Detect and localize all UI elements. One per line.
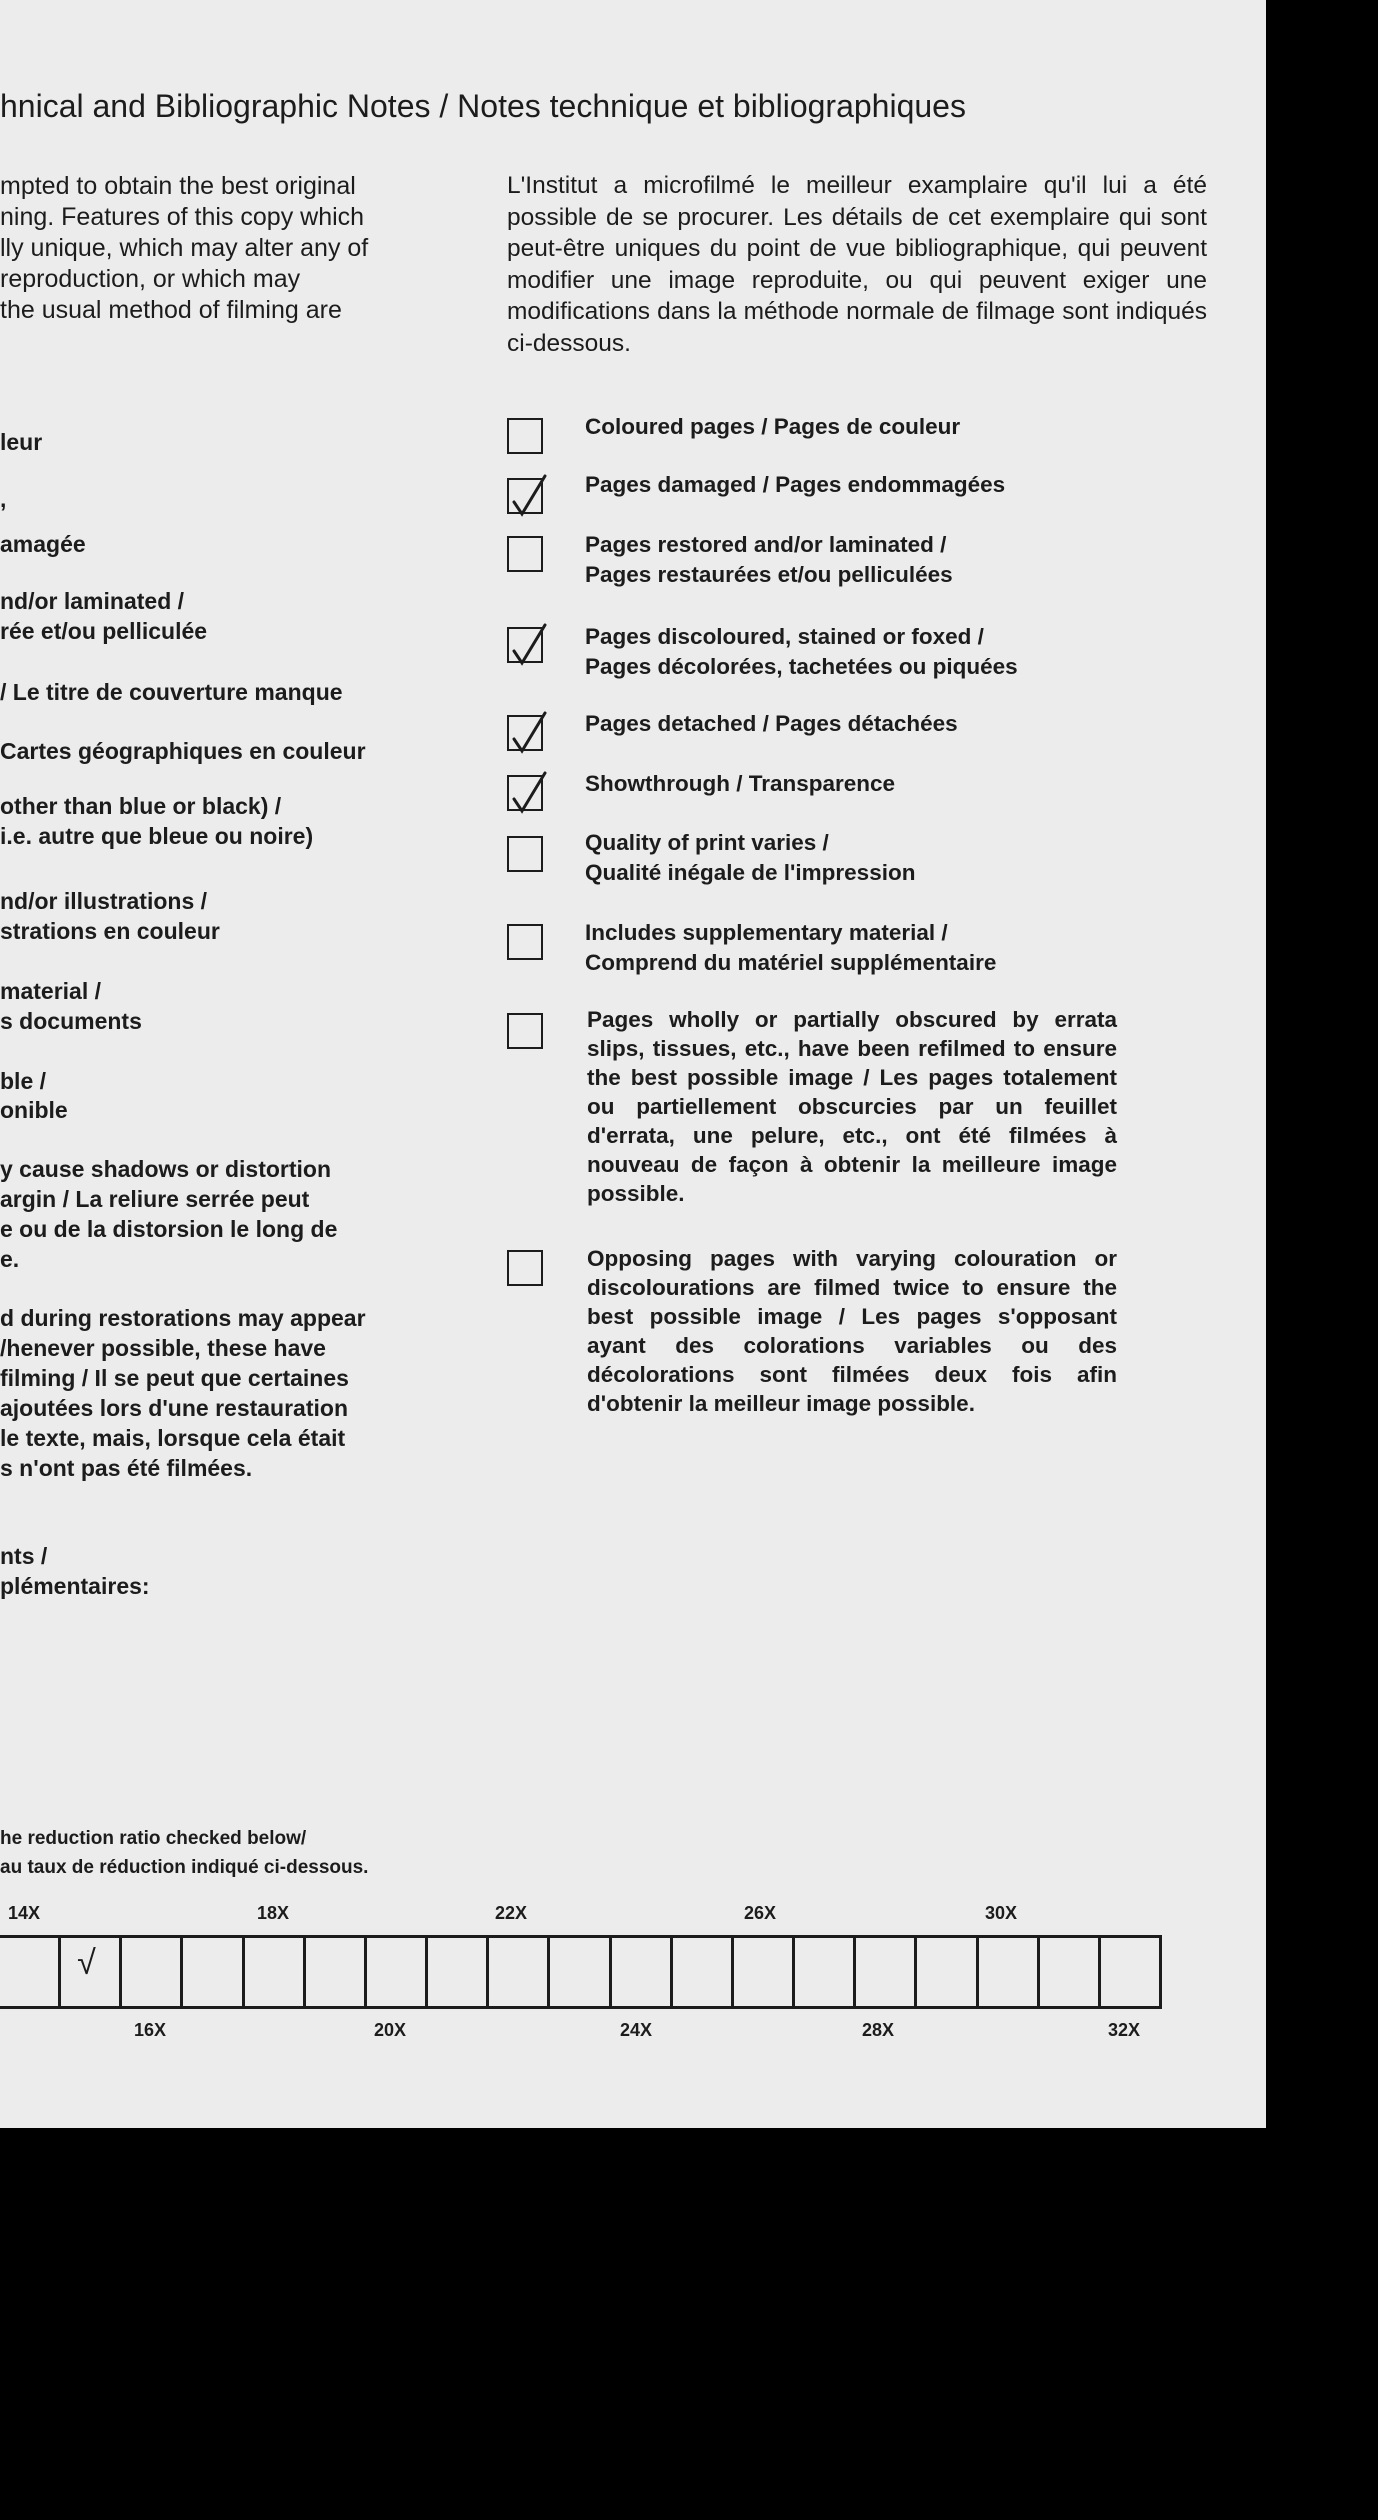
scale-cell[interactable] [853,1938,914,2006]
left-intro-line: reproduction, or which may [0,265,301,293]
scale-cell[interactable] [180,1938,241,2006]
checklist-item-line1: Showthrough / Transparence [585,771,896,796]
checked-checkbox[interactable] [507,775,543,811]
left-intro-line: mpted to obtain the best original [0,172,356,200]
scale-label-top: 30X [985,1903,1018,1923]
scale-cell[interactable] [609,1938,670,2006]
checklist-item [585,622,1018,682]
checklist-paragraph-text: Opposing pages with varying colouration or discolourations are filmed twice to ensure the best possible image / Les pages s'opposant ayant des colorations variables ou des décolorations sont filmées deux fois afin d'obtenir la meilleur image possible. [587,1246,1117,1416]
right-intro [507,170,1207,359]
scale-label-bottom: 24X [620,2020,653,2040]
checked-checkbox[interactable] [507,627,543,663]
left-item-text: rée et/ou pelliculée [0,618,208,644]
checkbox[interactable] [507,418,543,454]
left-item-text: i.e. autre que bleue ou noire) [0,823,314,849]
ratio-line-2: au taux de réduction indiqué ci-dessous. [0,1857,369,1878]
checklist-item [585,828,915,888]
right-intro-text: L'Institut a microfilmé le meilleur examplaire qu'il lui a été possible de se procurer. Les détails de cet exemplaire qui sont peut-être uniques du point de vue bibliographique, qui peuvent modifier une image reproduite, ou qui peuvent exiger une modifications dans la méthode normale de filmage sont indiqués ci-dessous. [507,172,1207,357]
checkmark-icon [507,765,551,815]
scale-cell[interactable] [547,1938,608,2006]
left-item-text: / Le titre de couverture manque [0,679,343,705]
scale-cell[interactable] [58,1938,119,2006]
checkbox[interactable] [507,924,543,960]
checkbox[interactable] [507,536,543,572]
scale-cell[interactable] [670,1938,731,2006]
left-item-text: onible [0,1097,68,1123]
checked-checkbox[interactable] [507,478,543,514]
left-item-text: nts / [0,1543,48,1569]
scale-cell[interactable] [976,1938,1037,2006]
scale-cell[interactable] [242,1938,303,2006]
scale-check-mark: √ [77,1944,96,1982]
left-item-text: d during restorations may appear [0,1305,366,1331]
left-intro-line: lly unique, which may alter any of [0,234,369,262]
left-item-text: /henever possible, these have [0,1335,326,1361]
checklist-item [585,709,958,739]
left-item-text: nd/or laminated / [0,588,185,614]
checklist-item [585,530,953,590]
left-item-text: e. [0,1246,20,1272]
left-item-text: nd/or illustrations / [0,888,208,914]
checkbox[interactable] [507,1250,543,1286]
scale-label-bottom: 20X [374,2020,407,2040]
left-item-text: le texte, mais, lorsque cela était [0,1425,346,1451]
checklist-item-line1: Pages damaged / Pages endommagées [585,472,1006,497]
checklist-item-line1: Pages restored and/or laminated / [585,532,947,557]
ratio-line-1: he reduction ratio checked below/ [0,1828,307,1849]
left-item-text: strations en couleur [0,918,220,944]
checklist-item-line2: Pages restaurées et/ou pelliculées [585,562,953,587]
scale-cell[interactable] [364,1938,425,2006]
scale-cell[interactable] [1098,1938,1159,2006]
checklist-item [585,412,960,442]
scale-cell[interactable] [731,1938,792,2006]
checklist-paragraph-item [587,1244,1117,1418]
left-item-text: filming / Il se peut que certaines [0,1365,349,1391]
checkbox[interactable] [507,836,543,872]
scale-cell[interactable] [486,1938,547,2006]
checklist-item [585,470,1005,500]
checklist-item-line1: Coloured pages / Pages de couleur [585,414,961,439]
checklist-item [585,918,996,978]
checklist-paragraph-item [587,1005,1117,1208]
scale-cell[interactable] [1037,1938,1098,2006]
left-item-text: other than blue or black) / [0,793,282,819]
scale-cell[interactable] [792,1938,853,2006]
left-item-text: material / [0,978,101,1004]
reduction-scale [0,1935,1162,2009]
left-item-text: leur [0,429,43,455]
checklist-item [585,769,895,799]
left-item-text: , [0,486,7,512]
scale-cell[interactable] [303,1938,364,2006]
left-intro-line: the usual method of filming are [0,296,342,324]
checklist-item-line2: Qualité inégale de l'impression [585,860,916,885]
checklist-item-line1: Pages detached / Pages détachées [585,711,958,736]
checkmark-icon [507,617,551,667]
left-item-text: amagée [0,531,86,557]
scale-label-bottom: 16X [134,2020,167,2040]
scale-label-bottom: 32X [1108,2020,1141,2040]
left-intro-line: ning. Features of this copy which [0,203,365,231]
scale-label-top: 26X [744,1903,777,1923]
left-item-text: ajoutées lors d'une restauration [0,1395,348,1421]
left-item-text: s n'ont pas été filmées. [0,1455,253,1481]
scale-cell[interactable] [0,1938,58,2006]
left-item-text: ble / [0,1068,47,1094]
checklist-item-line2: Pages décolorées, tachetées ou piquées [585,654,1018,679]
checklist-item-line1: Quality of print varies / [585,830,829,855]
checked-checkbox[interactable] [507,715,543,751]
scale-label-top: 22X [495,1903,528,1923]
scale-cell[interactable] [914,1938,975,2006]
scale-cell[interactable] [425,1938,486,2006]
checklist-paragraph-text: Pages wholly or partially obscured by errata slips, tissues, etc., have been refilmed to ensure the best possible image / Les pages totalement ou partiellement obscurcies par un feuillet d'errata, une pelure, etc., ont été filmées à nouveau de façon à obtenir la meilleure image possible. [587,1007,1117,1206]
left-item-text: y cause shadows or distortion [0,1156,332,1182]
left-item-text: argin / La reliure serrée peut [0,1186,310,1212]
scale-label-top: 18X [257,1903,290,1923]
checkmark-icon [507,468,551,518]
checklist-item-line1: Includes supplementary material / [585,920,948,945]
checklist-item-line2: Comprend du matériel supplémentaire [585,950,997,975]
scale-label-bottom: 28X [862,2020,895,2040]
scale-label-top: 14X [8,1903,41,1923]
left-item-text: Cartes géographiques en couleur [0,738,366,764]
scale-cell[interactable] [119,1938,180,2006]
left-item-text: plémentaires: [0,1573,150,1599]
left-item-text: s documents [0,1008,142,1034]
checkmark-icon [507,705,551,755]
checkbox[interactable] [507,1013,543,1049]
checklist-item-line1: Pages discoloured, stained or foxed / [585,624,984,649]
page-title: hnical and Bibliographic Notes / Notes technique et bibliographiques [0,88,966,124]
left-item-text: e ou de la distorsion le long de [0,1216,338,1242]
